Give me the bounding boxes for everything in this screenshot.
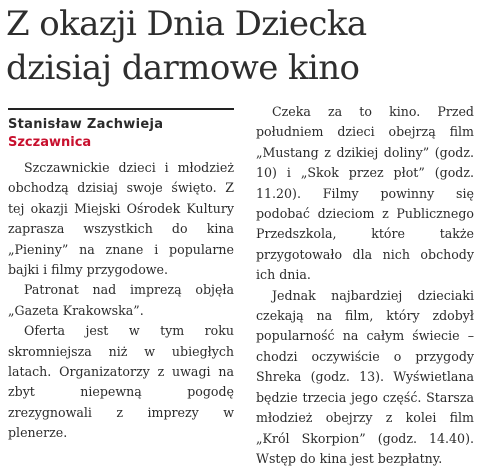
paragraph: Jednak najbardziej dzieciaki czekają na film, który zdobył popularność na całym świecie – chodzi oczywiście o przygody Shreka (godz. 13). Wyświetlana będzie trzecia jego część. Starsza młodzież obejrzy z kolei film „Król Skorpion” (godz. 14.40). Wstęp do kina jest bezpłatny. xyxy=(256,287,474,466)
paragraph: Szczawnickie dzieci i młodzież obchodzą dzisiaj swoje święto. Z tej okazji Miejski Ośrodek Kultury zaprasza wszystkich do kina „Pieniny” na znane i popularne bajki i filmy przygodowe. xyxy=(8,160,234,278)
author-name: Stanisław Zachwieja xyxy=(8,117,164,132)
location-label: Szczawnica xyxy=(8,135,92,150)
byline-rule xyxy=(8,108,234,110)
headline-line-1: Z okazji Dnia Dziecka xyxy=(6,4,367,44)
article-column-right xyxy=(256,102,474,469)
paragraph: Patronat nad imprezą objęła „Gazeta Krakowska”. xyxy=(8,282,234,318)
article-column-left xyxy=(8,158,234,444)
headline-line-2: dzisiaj darmowe kino xyxy=(6,48,360,88)
paragraph: Oferta jest w tym roku skromniejsza niż w ubiegłych latach. Organizatorzy z uwagi na zbyt niepewną pogodę zrezygnowali z imprezy w plenerze. xyxy=(8,323,234,441)
article-headline xyxy=(6,2,492,90)
paragraph: Czeka za to kino. Przed południem dzieci obejrzą film „Mustang z dzikiej doliny” (godz. 10) i „Skok przez płot” (godz. 11.20). Filmy powinny się podobać dzieciom z Publicznego Przedszkola, które także przygotowało dla nich obchody ich dnia. xyxy=(256,104,474,283)
